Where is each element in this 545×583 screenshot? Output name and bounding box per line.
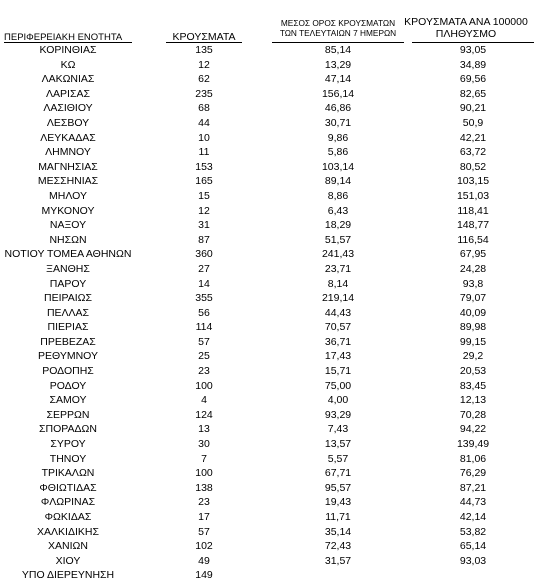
region-name-cell: ΝΑΞΟΥ [49, 219, 87, 232]
seven-day-average-cell: 103,14 [321, 160, 355, 173]
seven-day-average-cell: 31,57 [324, 554, 352, 567]
cases-per-100000-cell: 63,72 [459, 146, 487, 159]
cases-per-100000-cell: 94,22 [459, 423, 487, 436]
cases-per-100000-cell: 42,21 [459, 131, 487, 144]
cases-cell: 27 [198, 262, 210, 275]
seven-day-average-cell: 44,43 [324, 306, 352, 319]
cases-per-100000-cell: 81,06 [459, 452, 487, 465]
region-name-cell: ΛΑΚΩΝΙΑΣ [41, 73, 95, 86]
region-name-cell: ΠΙΕΡΙΑΣ [47, 321, 89, 334]
region-name-cell: ΛΕΥΚΑΔΑΣ [40, 131, 96, 144]
seven-day-average-cell: 8,14 [327, 277, 349, 290]
seven-day-average-cell: 93,29 [324, 408, 352, 421]
cases-per-100000-cell: 80,52 [459, 160, 487, 173]
cases-per-100000-cell: 40,09 [459, 306, 487, 319]
table-row [0, 335, 545, 350]
region-name-cell: ΧΑΝΙΩΝ [48, 540, 88, 553]
table-row [0, 554, 545, 569]
cases-cell: 44 [198, 116, 210, 129]
seven-day-average-cell: 23,71 [324, 262, 352, 275]
seven-day-average-cell: 156,14 [321, 87, 355, 100]
seven-day-average-cell: 18,29 [324, 219, 352, 232]
cases-cell: 12 [198, 58, 210, 71]
seven-day-average-cell: 9,86 [327, 131, 349, 144]
table-row [0, 160, 545, 175]
seven-day-average-cell: 95,57 [324, 481, 352, 494]
cases-per-100000-cell: 42,14 [459, 511, 487, 523]
cases-per-100000-cell: 89,98 [459, 321, 487, 334]
cases-cell: 23 [198, 365, 210, 378]
seven-day-average-cell: 4,00 [327, 394, 349, 407]
seven-day-average-cell: 70,57 [324, 321, 352, 334]
seven-day-average-cell: 19,43 [324, 496, 352, 509]
region-name-cell: ΠΡΕΒΕΖΑΣ [40, 335, 96, 348]
cases-per-100000-cell: 118,41 [457, 204, 489, 217]
cases-cell: 13 [198, 423, 210, 436]
region-name-cell: ΛΕΣΒΟΥ [46, 116, 90, 129]
region-name-cell: ΡΟΔΟΠΗΣ [42, 365, 94, 378]
region-name-cell: ΧΙΟΥ [55, 554, 81, 567]
seven-day-average-cell: 13,57 [324, 438, 352, 451]
table-row [0, 568, 545, 583]
seven-day-average-cell: 85,14 [324, 44, 352, 56]
cases-per-100000-cell: 93,03 [459, 554, 487, 567]
table-row [0, 116, 545, 131]
cases-cell: 57 [198, 335, 210, 348]
table-row [0, 131, 545, 146]
region-name-cell: ΞΑΝΘΗΣ [46, 262, 90, 275]
header-cases-per-100000 [402, 16, 530, 40]
cases-per-100000-cell: 53,82 [459, 525, 487, 538]
header-avg-line-2: ΤΩΝ ΤΕΛΕΥΤΑΙΩΝ 7 ΗΜΕΡΩΝ [279, 28, 397, 38]
cases-cell: 12 [198, 204, 210, 217]
region-name-cell: ΦΘΙΩΤΙΔΑΣ [39, 481, 97, 494]
table-row [0, 277, 545, 292]
cases-per-100000-cell: 82,65 [459, 87, 487, 100]
cases-per-100000-cell: 34,89 [459, 58, 487, 71]
table-row [0, 218, 545, 233]
cases-cell: 56 [198, 306, 210, 319]
seven-day-average-cell: 35,14 [324, 525, 352, 538]
cases-per-100000-cell: 116,54 [457, 233, 489, 246]
region-name-cell: ΛΗΜΝΟΥ [45, 146, 91, 159]
region-name-cell: ΝΗΣΩΝ [49, 233, 87, 246]
seven-day-average-cell: 15,71 [324, 365, 352, 378]
region-name-cell: ΛΑΡΙΣΑΣ [46, 87, 90, 100]
cases-per-100000-cell: 69,56 [459, 73, 487, 86]
region-name-cell: ΣΥΡΟΥ [50, 438, 86, 451]
cases-per-100000-cell: 20,53 [459, 365, 487, 378]
cases-per-100000-cell: 44,73 [459, 496, 487, 509]
cases-per-100000-cell: 24,28 [459, 262, 487, 275]
cases-per-100000-cell: 76,29 [459, 467, 487, 480]
table-row [0, 510, 545, 525]
cases-cell: 102 [195, 540, 213, 553]
cases-cell: 68 [198, 102, 210, 115]
cases-per-100000-cell: 93,05 [459, 44, 487, 56]
region-name-cell: ΣΕΡΡΩΝ [46, 408, 90, 421]
table-row [0, 379, 545, 394]
seven-day-average-cell: 13,29 [324, 58, 352, 71]
cases-cell: 138 [195, 481, 213, 494]
cases-cell: 14 [198, 277, 210, 290]
table-row [0, 189, 545, 204]
table-row [0, 58, 545, 73]
seven-day-average-cell: 219,14 [321, 292, 355, 305]
table-row [0, 101, 545, 116]
header-avg-line-1: ΜΕΣΟΣ ΟΡΟΣ ΚΡΟΥΣΜΑΤΩΝ [280, 18, 396, 28]
cases-cell: 62 [198, 73, 210, 86]
cases-per-100000-cell: 67,95 [459, 248, 487, 261]
seven-day-average-cell: 8,86 [327, 189, 349, 202]
cases-cell: 153 [195, 160, 213, 173]
cases-cell: 57 [198, 525, 210, 538]
header-region: ΠΕΡΙΦΕΡΕΙΑΚΗ ΕΝΟΤΗΤΑ [4, 32, 123, 43]
header-per-line-2: ΠΛΗΘΥΣΜΟ [435, 28, 497, 40]
cases-cell: 124 [195, 408, 213, 421]
table-row [0, 72, 545, 87]
region-name-cell: ΣΠΟΡΑΔΩΝ [39, 423, 97, 436]
cases-cell: 23 [198, 496, 210, 509]
table-row [0, 233, 545, 248]
table-row [0, 481, 545, 496]
cases-per-100000-cell: 90,21 [459, 102, 487, 115]
cases-cell: 30 [198, 438, 210, 451]
cases-per-100000-cell: 148,77 [456, 219, 490, 232]
table-row [0, 452, 545, 467]
table-row [0, 145, 545, 160]
region-name-cell: ΛΑΣΙΘΙΟΥ [43, 102, 93, 115]
cases-per-100000-cell: 70,28 [459, 408, 487, 421]
region-name-cell: ΦΩΚΙΔΑΣ [44, 511, 92, 523]
region-name-cell: ΠΕΛΛΑΣ [46, 306, 90, 319]
seven-day-average-cell: 51,57 [324, 233, 352, 246]
cases-cell: 4 [201, 394, 207, 407]
cases-per-100000-cell: 12,13 [459, 394, 487, 407]
table-row [0, 408, 545, 423]
table-row [0, 320, 545, 335]
seven-day-average-cell: 36,71 [324, 335, 352, 348]
cases-cell: 25 [198, 350, 210, 363]
cases-cell: 149 [195, 569, 213, 582]
region-name-cell: ΦΛΩΡΙΝΑΣ [40, 496, 96, 509]
table-row [0, 422, 545, 437]
seven-day-average-cell: 46,86 [324, 102, 352, 115]
cases-cell: 360 [195, 248, 213, 261]
region-name-cell: ΥΠΟ ΔΙΕΡΕΥΝΗΣΗ [21, 569, 115, 582]
table-row [0, 174, 545, 189]
region-name-cell: ΡΟΔΟΥ [49, 379, 87, 392]
seven-day-average-cell: 17,43 [324, 350, 352, 363]
cases-cell: 31 [198, 219, 210, 232]
seven-day-average-cell: 5,86 [327, 146, 349, 159]
header-cases: ΚΡΟΥΣΜΑΤΑ [172, 31, 236, 43]
table-row [0, 87, 545, 102]
region-name-cell: ΜΑΓΝΗΣΙΑΣ [38, 160, 98, 173]
cases-cell: 100 [195, 467, 213, 480]
cases-per-100000-cell: 29,2 [462, 350, 484, 363]
seven-day-average-cell: 11,71 [325, 511, 351, 523]
region-name-cell: ΜΗΛΟΥ [49, 189, 87, 202]
region-name-cell: ΝΟΤΙΟΥ ΤΟΜΕΑ ΑΘΗΝΩΝ [4, 248, 132, 261]
seven-day-average-cell: 5,57 [327, 452, 349, 465]
region-name-cell: ΚΩ [60, 58, 76, 71]
cases-per-100000-cell: 79,07 [459, 292, 487, 305]
cases-cell: 135 [195, 44, 213, 56]
cases-cell: 15 [198, 189, 210, 202]
cases-cell: 114 [195, 321, 213, 334]
region-name-cell: ΜΕΣΣΗΝΙΑΣ [37, 175, 99, 188]
cases-per-100000-cell: 93,8 [462, 277, 484, 290]
cases-cell: 100 [195, 379, 213, 392]
region-name-cell: ΜΥΚΟΝΟΥ [41, 204, 95, 217]
cases-cell: 87 [198, 233, 210, 246]
cases-per-100000-cell: 139,49 [456, 438, 490, 451]
table-row [0, 437, 545, 452]
table-row [0, 349, 545, 364]
region-name-cell: ΠΑΡΟΥ [49, 277, 87, 290]
cases-per-100000-cell: 65,14 [459, 540, 487, 553]
seven-day-average-cell: 47,14 [324, 73, 352, 86]
table-row [0, 306, 545, 321]
region-name-cell: ΠΕΙΡΑΙΩΣ [44, 292, 92, 305]
seven-day-average-cell: 72,43 [324, 540, 352, 553]
table-row [0, 525, 545, 540]
cases-cell: 49 [198, 554, 210, 567]
table-row [0, 466, 545, 481]
seven-day-average-cell: 6,43 [327, 204, 349, 217]
seven-day-average-cell: 89,14 [324, 175, 352, 188]
cases-per-100000-cell: 87,21 [459, 481, 487, 494]
table-row [0, 364, 545, 379]
table-row [0, 43, 545, 58]
table-row [0, 204, 545, 219]
seven-day-average-cell: 241,43 [321, 248, 355, 261]
seven-day-average-cell: 67,71 [324, 467, 352, 480]
cases-cell: 165 [195, 175, 213, 188]
region-name-cell: ΚΟΡΙΝΘΙΑΣ [39, 44, 97, 56]
table-row [0, 247, 545, 262]
cases-per-100000-cell: 99,15 [459, 335, 487, 348]
region-name-cell: ΤΡΙΚΑΛΩΝ [41, 467, 95, 480]
table-row [0, 262, 545, 277]
seven-day-average-cell: 30,71 [324, 116, 352, 129]
table-body [0, 43, 545, 583]
table-row [0, 495, 545, 510]
header-seven-day-average [268, 18, 408, 38]
cases-per-100000-cell: 103,15 [456, 175, 490, 188]
cases-cell: 11 [198, 146, 210, 159]
cases-cell: 10 [198, 131, 210, 144]
region-name-cell: ΣΑΜΟΥ [49, 394, 87, 407]
cases-cell: 235 [195, 87, 213, 100]
region-name-cell: ΡΕΘΥΜΝΟΥ [37, 350, 98, 363]
header-per-line-1: ΚΡΟΥΣΜΑΤΑ ΑΝΑ 100000 [404, 16, 528, 28]
seven-day-average-cell: 7,43 [327, 423, 349, 436]
seven-day-average-cell: 75,00 [324, 379, 352, 392]
cases-per-100000-cell: 83,45 [459, 379, 487, 392]
cases-per-100000-cell: 151,03 [456, 189, 490, 202]
region-name-cell: ΤΗΝΟΥ [49, 452, 87, 465]
cases-cell: 17 [198, 511, 210, 523]
table-row [0, 393, 545, 408]
cases-cell: 7 [201, 452, 207, 465]
region-name-cell: ΧΑΛΚΙΔΙΚΗΣ [37, 525, 99, 538]
cases-per-100000-cell: 50,9 [462, 116, 484, 129]
table-row [0, 291, 545, 306]
table-row [0, 539, 545, 554]
cases-cell: 355 [195, 292, 213, 305]
